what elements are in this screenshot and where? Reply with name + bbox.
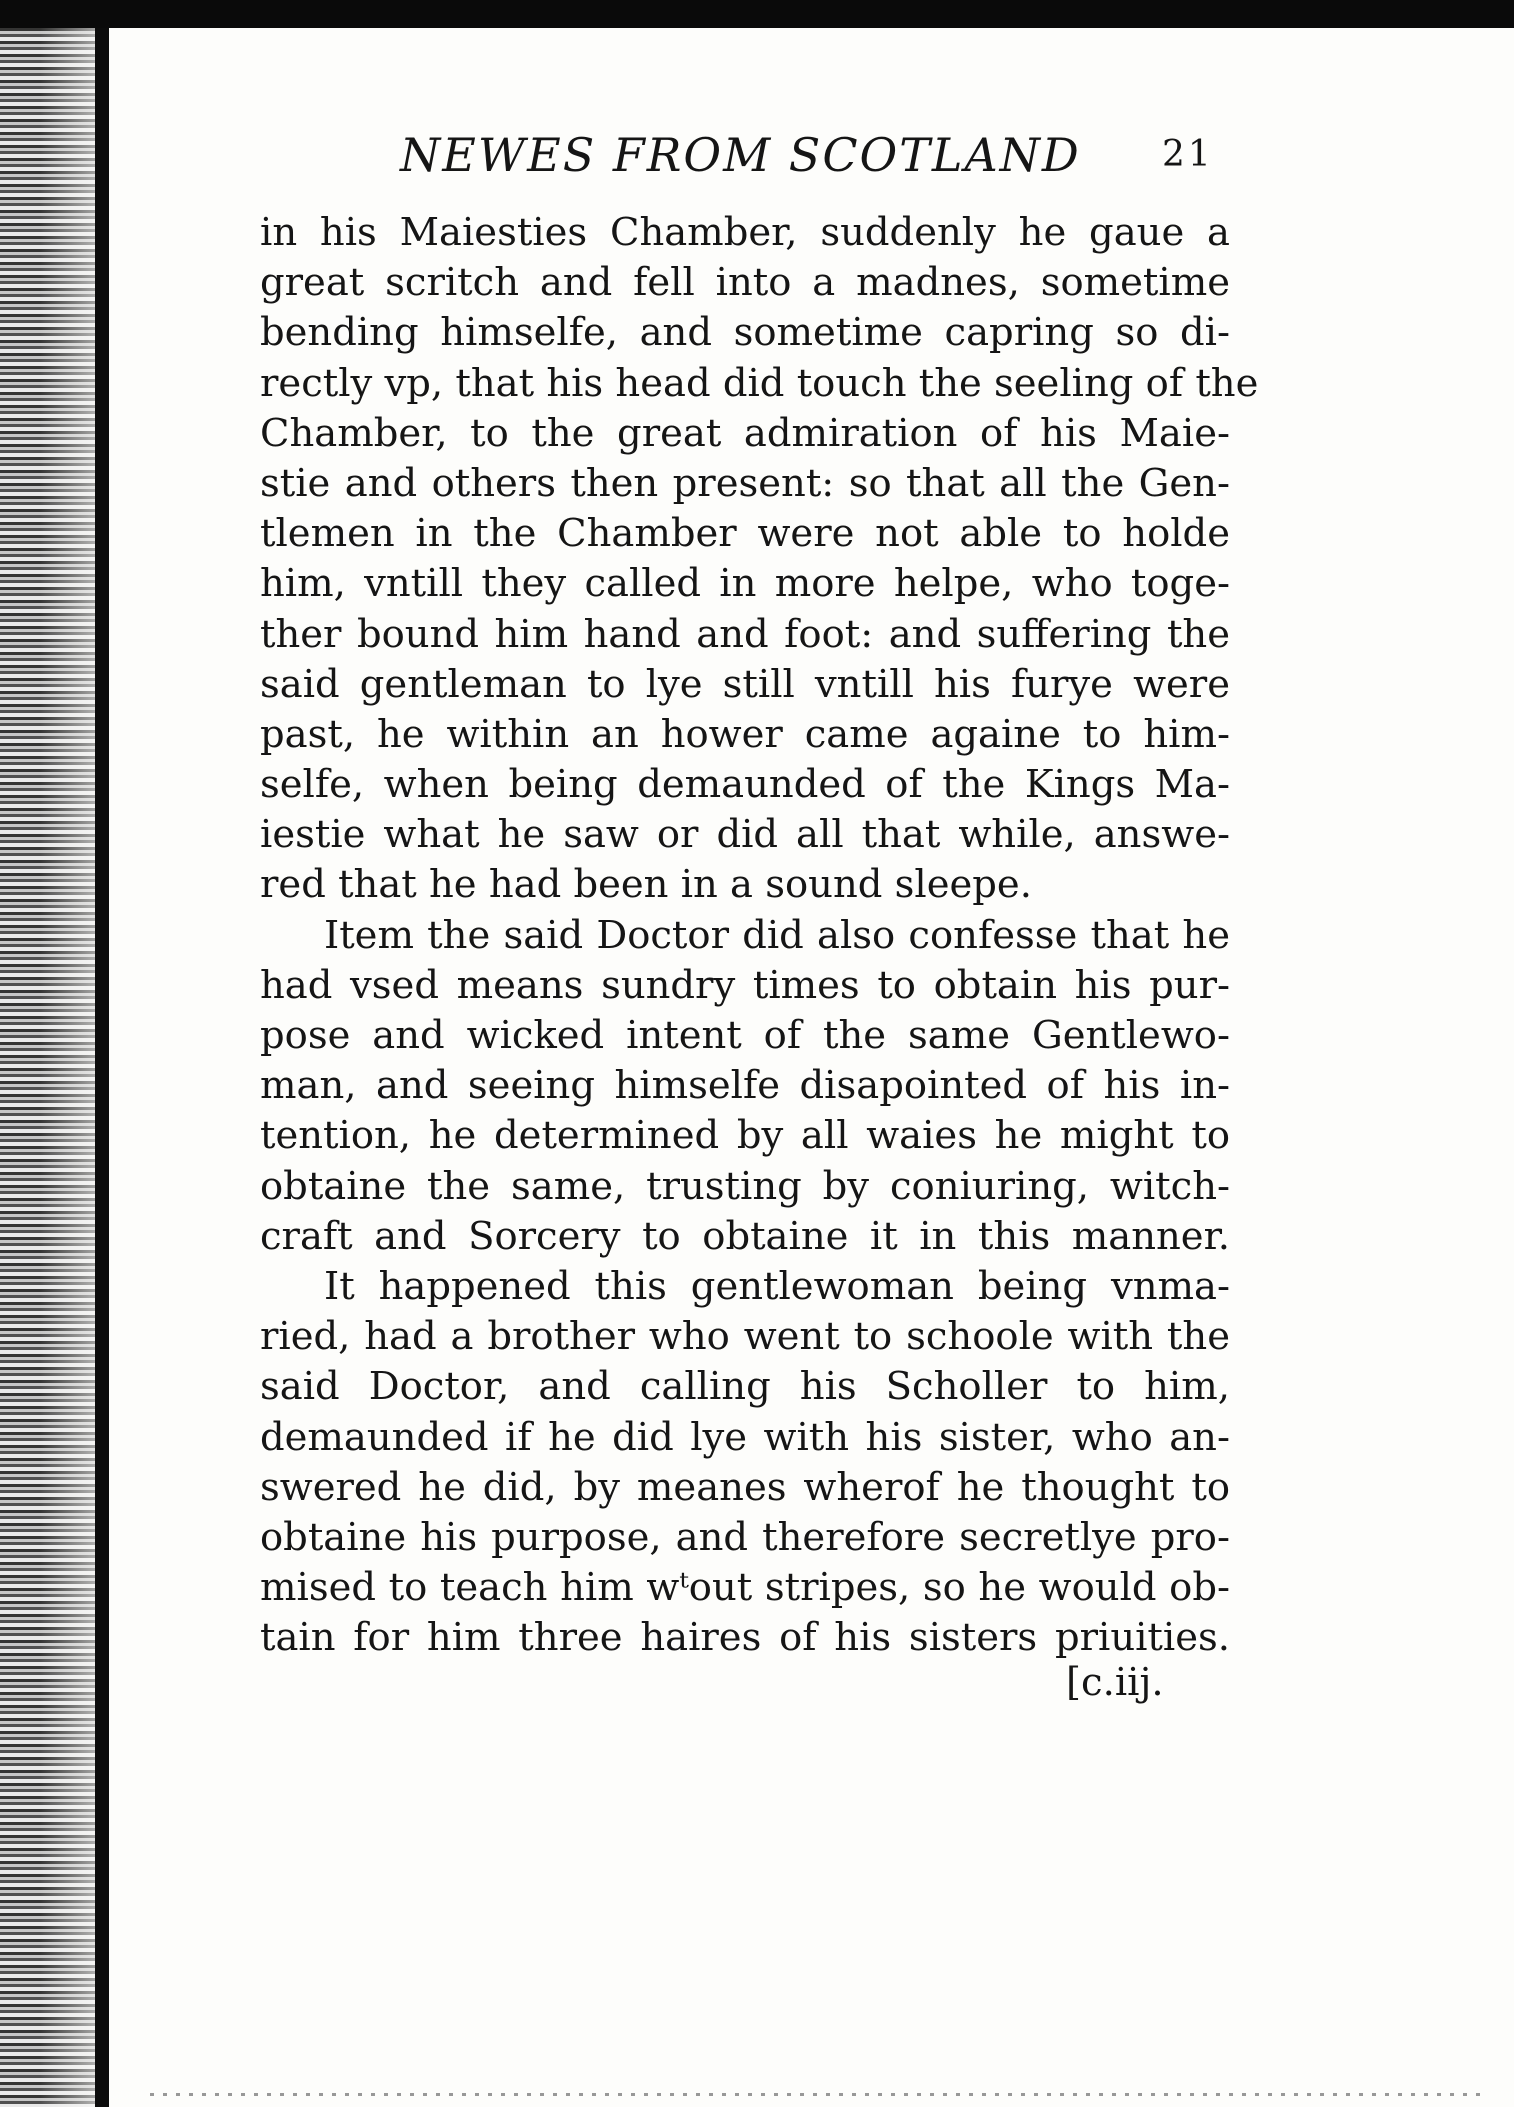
text-line: rectly vp, that his head did touch the seeling of the [260, 360, 1259, 406]
paragraph-2 [260, 911, 1230, 1262]
text-line: pose and wicked intent of the same Gentlewo- [260, 1013, 1230, 1058]
text-line: swered he did, by meanes wherof he thought to [260, 1464, 1230, 1510]
text-line: bending himselfe, and sometime capring so di- [260, 310, 1230, 356]
page-number: 21 [1162, 134, 1214, 175]
body-text [260, 208, 1259, 1663]
text-line: obtaine his purpose, and therefore secretlye pro- [260, 1514, 1230, 1560]
text-line: ther bound him hand and foot: and suffering the [260, 611, 1230, 657]
paragraph-1 [260, 208, 1259, 911]
text-line: obtaine the same, trusting by coniuring, witch- [260, 1163, 1230, 1209]
text-line: him, vntill they called in more helpe, who toge- [260, 561, 1230, 607]
text-line: ried, had a brother who went to schoole with the [260, 1314, 1230, 1360]
text-line: said Doctor, and calling his Scholler to him, [260, 1364, 1230, 1410]
signature-mark: [c.iij. [1066, 1660, 1164, 1705]
text-line: demaunded if he did lye with his sister, who an- [260, 1414, 1230, 1460]
text-line: red that he had been in a sound sleepe. [260, 862, 1032, 908]
text-line: craft and Sorcery to obtaine it in this manner. [260, 1213, 1230, 1259]
text-line: had vsed means sundry times to obtain his pur- [260, 962, 1230, 1008]
gutter-line [95, 28, 109, 2107]
text-line: in his Maiesties Chamber, suddenly he gaue a [260, 210, 1230, 255]
text-line: mised to teach him wᵗout stripes, so he would ob- [260, 1565, 1230, 1611]
binding-edge-fade [40, 28, 95, 2107]
text-line: man, and seeing himselfe disapointed of his in- [260, 1063, 1230, 1109]
text-line: said gentleman to lye still vntill his furye were [260, 661, 1230, 707]
text-line: tention, he determined by all waies he might to [260, 1113, 1230, 1159]
text-line: It happened this gentlewoman being vnma- [324, 1263, 1230, 1309]
text-line: tlemen in the Chamber were not able to holde [260, 511, 1230, 557]
text-line: Item the said Doctor did also confesse that he [324, 912, 1230, 958]
scan-top-border [0, 0, 1514, 28]
page-header [260, 128, 1220, 198]
scan-bottom-edge [150, 2093, 1480, 2096]
paragraph-3 [260, 1262, 1230, 1664]
text-line: tain for him three haires of his sisters priuities. [260, 1615, 1230, 1661]
running-title: NEWES FROM SCOTLAND [400, 128, 1081, 182]
text-line: great scritch and fell into a madnes, sometime [260, 260, 1230, 306]
text-line: past, he within an hower came againe to him- [260, 711, 1230, 757]
text-line: Chamber, to the great admiration of his Maie- [260, 410, 1230, 456]
text-line: iestie what he saw or did all that while, answe- [260, 812, 1230, 858]
text-line: stie and others then present: so that all the Gen- [260, 460, 1230, 506]
text-line: selfe, when being demaunded of the Kings Ma- [260, 762, 1230, 808]
